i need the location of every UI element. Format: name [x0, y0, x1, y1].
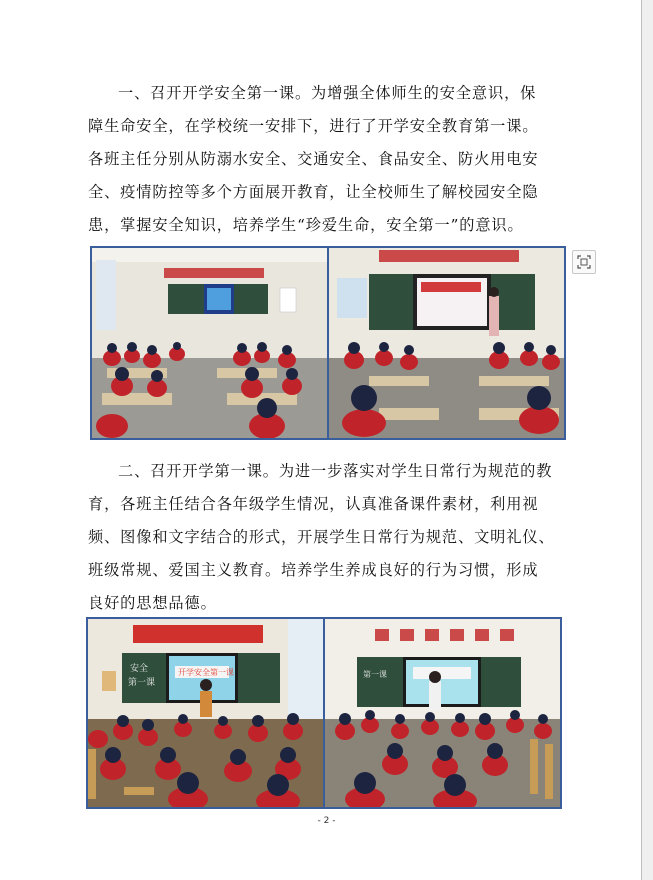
section1-line-4: 全、疫情防控等多个方面展开教育，让全校师生了解校园安全隐: [88, 183, 539, 201]
section2-line-1: 二、召开开学第一课。为进一步落实对学生日常行为规范的教: [118, 462, 553, 480]
section2-line-5: 良好的思想品德。: [88, 594, 217, 612]
ocr-scan-icon[interactable]: [572, 250, 596, 274]
page-number: - 2 -: [317, 816, 336, 826]
section1-line-1: 一、召开开学安全第一课。为增强全体师生的安全意识，保: [118, 84, 537, 102]
svg-text:第一课: 第一课: [363, 670, 387, 679]
section2-paragraph: [88, 455, 558, 620]
classroom-photo-4: [325, 619, 560, 807]
svg-text:第一课: 第一课: [128, 678, 156, 688]
classroom-photo-2: [329, 248, 564, 438]
svg-text:安全: 安全: [130, 664, 149, 674]
page-right-edge: [641, 0, 653, 880]
classroom-photo-3: [88, 619, 323, 807]
photo-strip-safety: [90, 246, 566, 440]
photo-strip-first-lesson: [86, 617, 562, 809]
section1-paragraph: [88, 77, 558, 242]
svg-text:开学安全第一课: 开学安全第一课: [178, 668, 234, 677]
section1-line-3: 各班主任分别从防溺水安全、交通安全、食品安全、防火用电安: [88, 150, 539, 168]
section1-line-5: 患，掌握安全知识，培养学生“珍爱生命，安全第一”的意识。: [88, 216, 524, 234]
classroom-photo-1: [92, 248, 327, 438]
section2-line-3: 频、图像和文字结合的形式，开展学生日常行为规范、文明礼仪、: [88, 528, 555, 546]
section2-line-4: 班级常规、爱国主义教育。培养学生养成良好的行为习惯，形成: [88, 561, 539, 579]
section1-line-2: 障生命安全，在学校统一安排下，进行了开学安全教育第一课。: [88, 117, 539, 135]
section2-line-2: 育，各班主任结合各年级学生情况，认真准备课件素材，利用视: [88, 495, 539, 513]
